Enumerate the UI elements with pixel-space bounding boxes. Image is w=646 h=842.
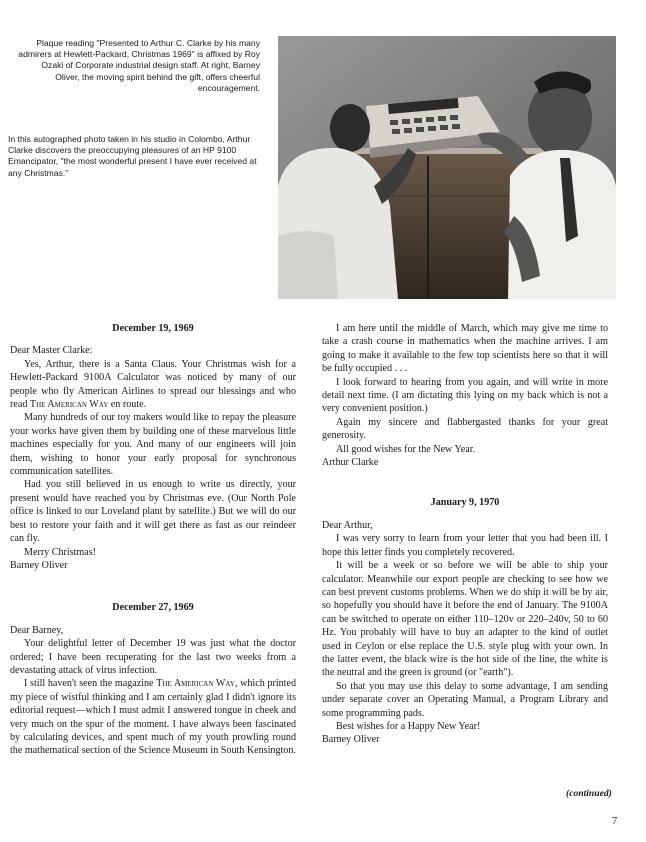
letter1-date: December 19, 1969	[112, 323, 194, 334]
colombo-caption: In this autographed photo taken in his studio in Colombo, Arthur Clarke discovers the preoccupying pleasures of an HP 9100 Emancipator, "the most wonderful present I have ever received at any Christmas."	[8, 134, 257, 178]
letter1-paragraph-3: Had you still believed in us enough to write us directly, your present would have reached you by Christmas eve. (Our North Pole office is linked to our Loveland plant by satellite.) But we will do our best to restore your faith and it will get there as fast as our reindeer can fly.	[10, 479, 296, 545]
letter3-salutation: Dear Arthur,	[322, 519, 373, 531]
letter2-paragraph-3: I am here until the middle of March, which may give me time to take a crash course in mathematics when the machine arrives. I am going to make it available to the few top scientists here so that it will be fully occupied . . .	[322, 323, 608, 375]
letter2-paragraph-5: Again my sincere and flabbergasted thanks for your great generosity.	[322, 416, 608, 442]
letter1-p1: Yes, Arthur, there is a Santa Claus. Your Christmas wish for a Hewlett-Packard 9100A Calculator was noticed by many of our people who fly American Airlines to spread our blessings and who read	[10, 358, 296, 411]
letter1-paragraph-2: Many hundreds of our toy makers would like to repay the pleasure your works have given them by building one of these marvelous little machines especially for you. And many of our engineers will join them, wishing to honor your early proposal for synchronous communication satellites.	[10, 412, 296, 478]
letter1-closing: Merry Christmas!	[24, 546, 97, 558]
right-column	[322, 322, 608, 747]
letter2-date: December 27, 1969	[112, 602, 194, 614]
left-column	[10, 322, 296, 758]
letter1-magazine: The American Way	[29, 399, 109, 411]
letter3-date: January 9, 1970	[430, 497, 500, 509]
letter2-paragraph-1: Your delightful letter of December 19 was just what the doctor ordered; I have been recuperating for the last two weeks from a devastating attack of virus infection.	[10, 638, 296, 676]
plaque-caption: Plaque reading "Presented to Arthur C. Clarke by his many admirers at Hewlett-Packard, Christmas 1969" is affixed by Roy Ozaki of Corporate industrial design staff. At right, Barney Oliver, the moving spirit behind the gift, offers cheerful encouragement.	[18, 38, 260, 93]
letter1-p1-end: en route.	[108, 399, 147, 411]
letter2-magazine: The American Way	[156, 678, 235, 690]
letter1-paragraph	[10, 358, 296, 412]
letter3-paragraph-3: So that you may use this delay to some advantage, I am sending under separate cover an Operating Manual, a Program Library and some programming pads.	[322, 680, 608, 719]
letter2-paragraph-4: I look forward to hearing from you again, and will write in more detail next time. (I am dictating this lying on my back which is not a very convenient position.)	[322, 376, 608, 415]
continued-note: (continued)	[566, 788, 612, 799]
letter3-signature: Barney Oliver	[322, 734, 380, 746]
letter3-closing: Best wishes for a Happy New Year!	[336, 720, 481, 732]
letter2-p2-start: I still haven't seen the magazine	[24, 678, 157, 690]
letter3-paragraph-2: It will be a week or so before we will be able to ship your calculator. Meanwhile our export people are checking to see how we can best prevent customs problems. When we do ship it will be by air, so hopefully you should have it before the end of January. The 9100A can be switched to operate on either 110–120v or 220–240v, 50 to 60 Hz. You probably will have to buy an adapter to the kind of outlet used in Ceylon or else replace the U.S. style plug with your own. In the latter event, the black wire is the hot side of the line, the white is the neutral and the green is ground (or "earth").	[322, 560, 608, 679]
letter2-salutation: Dear Barney,	[10, 624, 64, 636]
letter1-salutation: Dear Master Clarke:	[10, 345, 93, 357]
letter2-closing: All good wishes for the New Year.	[336, 443, 476, 455]
letter2-p2-rest: , which printed my piece of wistful thinking and I am certainly glad I didn't ignore its editorial request—which I must admit I answered tongue in cheek and very much on the spur of the moment. I have always been fascinated by calculating devices, and spent much of my youth prowling round the mathematical section of the Science Museum in South Kensington.	[10, 678, 296, 757]
letter2-signature: Arthur Clarke	[322, 457, 379, 469]
letter3-paragraph-1: I was very sorry to learn from your letter that you had been ill. I hope this letter finds you completely recovered.	[322, 533, 608, 558]
photo-clarke-calculator	[278, 36, 616, 299]
letter2-paragraph-2	[10, 677, 296, 757]
page-number: 7	[612, 816, 618, 827]
letter1-signature: Barney Oliver	[10, 559, 68, 571]
